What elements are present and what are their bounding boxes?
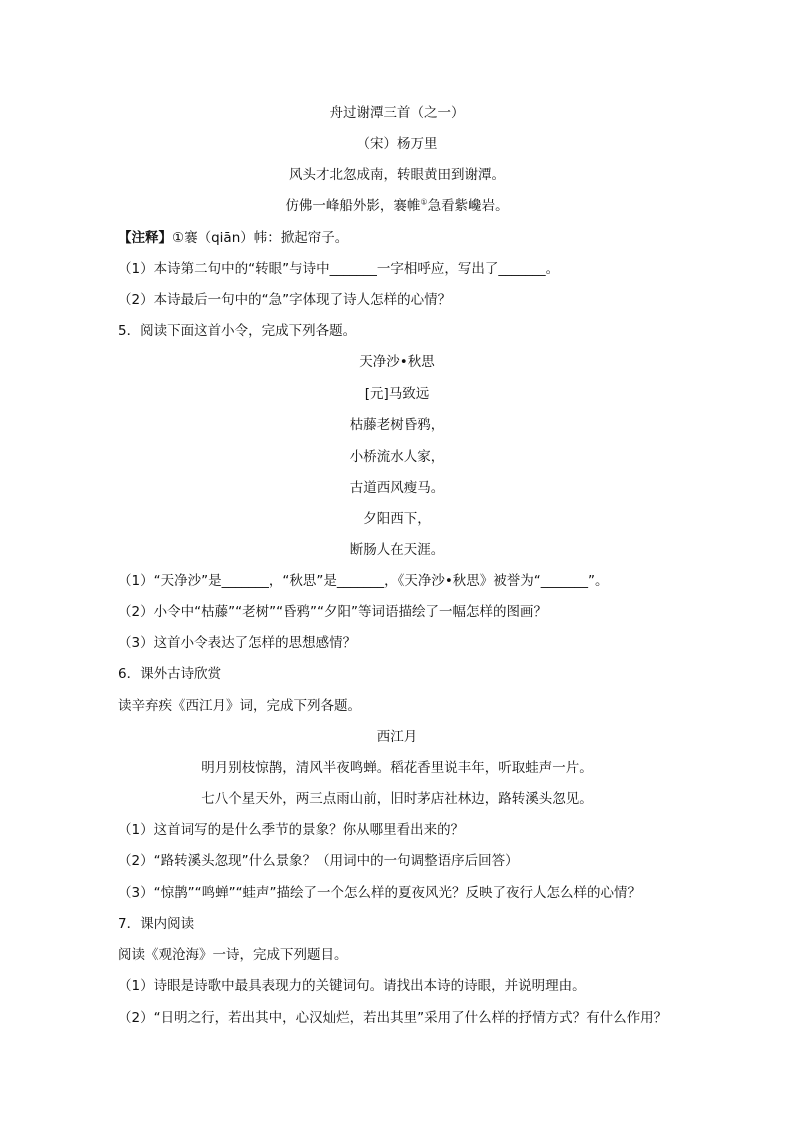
section6-title: 西江月 [376,729,418,745]
section7-question-2: （2）“日明之行，若出其中，心汉灿烂，若出其里”采用了什么样的抒情方式？有什么作用？ [118,1010,668,1026]
section5-author: [元]马致远 [364,386,430,402]
section5-heading: 5．阅读下面这首小令，完成下列各题。 [118,323,357,339]
poem1-author: （宋）杨万里 [356,136,438,152]
poem1-title: 舟过谢潭三首（之一） [329,105,465,121]
poem1-note [118,228,348,248]
note-text: ①褰（qiān）帏：掀起帘子。 [172,230,349,246]
section6-intro: 读辛弃疾《西江月》词，完成下列各题。 [118,698,361,714]
section6-question-2: （2）“路转溪头忽现”什么景象？（用词中的一句调整语序后回答） [118,853,519,869]
section6-poem-line-2: 七八个星天外，两三点雨山前，旧时茅店社林边，路转溪头忽见。 [201,791,593,807]
section5-poem-line-3: 古道西风瘦马。 [349,480,445,496]
section5-poem-line-1: 枯藤老树昏鸦， [349,417,445,433]
poem1-question-1: （1）本诗第二句中的“转眼”与诗中_______一字相呼应，写出了_______。 [118,261,560,277]
poem1-line-2-part-a: 仿佛一峰船外影，褰帷 [285,198,421,214]
section7-heading: 7．课内阅读 [118,916,195,932]
section5-poem-line-2: 小桥流水人家， [349,449,445,465]
section6-heading: 6．课外古诗欣赏 [118,666,222,682]
poem1-question-2: （2）本诗最后一句中的“急”字体现了诗人怎样的心情？ [118,292,452,308]
section5-question-2: （2）小令中“枯藤”“老树”“昏鸦”“夕阳”等词语描绘了一幅怎样的图画？ [118,604,548,620]
section5-poem-line-4: 夕阳西下， [363,511,431,527]
poem1-line-2 [0,196,794,216]
section5-question-3: （3）这首小令表达了怎样的思想感情？ [118,635,357,651]
note-label: 【注释】 [118,230,172,246]
poem1-line-2-part-b: 急看紫巉岩。 [427,198,509,214]
section5-poem-line-5: 断肠人在天涯。 [349,542,445,558]
section6-poem-line-1: 明月别枝惊鹊，清风半夜鸣蝉。稻花香里说丰年，听取蛙声一片。 [201,760,593,776]
poem1-line-1: 风头才北忽成南，转眼黄田到谢潭。 [289,167,505,183]
footnote-marker: ① [420,197,428,207]
section5-question-1: （1）“天净沙”是_______，“秋思”是_______，《天净沙•秋思》被誉为“_______”。 [118,573,609,589]
section6-question-3: （3）“惊鹊”“鸣蝉”“蛙声”描绘了一个怎么样的夏夜风光？反映了夜行人怎么样的心情？ [118,885,642,901]
section5-title: 天净沙•秋思 [359,354,435,370]
section7-question-1: （1）诗眼是诗歌中最具表现力的关键词句。请找出本诗的诗眼，并说明理由。 [118,978,586,994]
section7-intro: 阅读《观沧海》一诗，完成下列题目。 [118,947,348,963]
section6-question-1: （1）这首词写的是什么季节的景象？你从哪里看出来的？ [118,822,465,838]
